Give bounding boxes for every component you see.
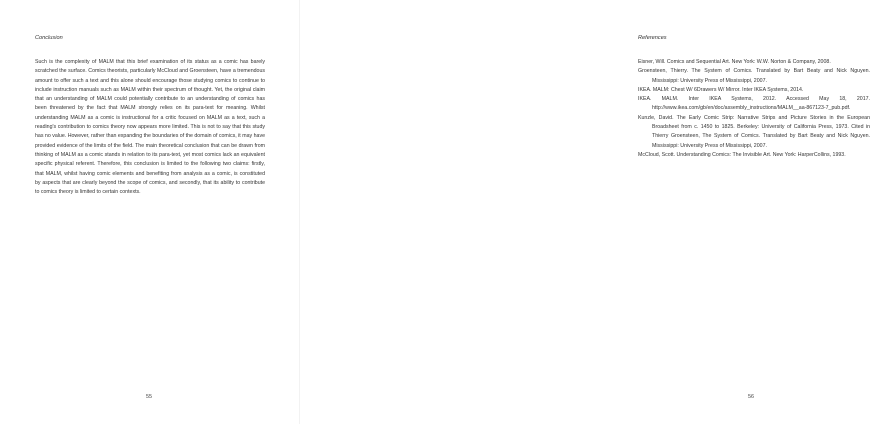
- reference-item: IKEA. MALM. Inter IKEA Systems, 2012. Accessed May 18, 2017. http://www.ikea.com/gb/en/doc/assembly_instructions/MALM__aa-867123-7_pub.pdf.: [638, 96, 870, 112]
- references-heading: References: [638, 35, 667, 41]
- references-list: [638, 58, 870, 160]
- conclusion-body: [35, 58, 265, 197]
- conclusion-paragraph: Such is the complexity of MALM that this brief examination of its status as a comic has barely scratched the surface. Comics theorists, particularly McCloud and Groensteen, have a tremendous amount to offer such a text and this alone should encourage those studying comics to continue to include instruction manuals such as MALM within their spectrum of thought. Yet, the original claim that an understanding of MALM could potentially contribute to an understanding of comics has been threatened by the fact that MALM strongly relies on its para-text for meaning. Whilst understanding MALM as a comic is instructional for a critic focused on MALM as a text, such a reading's contribution to comics theory now appears more limited. This is not to say that this study has no value. However, rather than expanding the boundaries of the domain of comics, it may have provided evidence of the limits of the field. The main theoretical conclusion that can be drawn from thinking of MALM as a comic stands in relation to its para-text, yet most comics lack an equivalent specific physical referent. Therefore, this conclusion is limited to the following two claims: firstly, that MALM, whilst having comic elements and benefiting from analysis as a comic, is constituted by aspects that are clearly beyond the scope of comics, and secondly, that its ability to contribute to comics theory is limited to certain contexts.: [35, 59, 265, 196]
- page-number-left: 55: [146, 394, 152, 400]
- reference-item: Eisner, Will. Comics and Sequential Art. New York: W.W. Norton & Company, 2008.: [638, 59, 831, 65]
- reference-item: IKEA. MALM: Chest W/ 6Drawers W/ Mirror. Inter IKEA Systems, 2014.: [638, 86, 804, 93]
- right-page: [300, 0, 870, 424]
- reference-item: McCloud, Scott. Understanding Comics: The Invisible Art. New York: HarperCollins, 1993.: [638, 151, 846, 158]
- reference-item: Groensteen, Thierry. The System of Comics. Translated by Bart Beaty and Nick Nguyen. Mississippi: University Press of Mississippi, 2007.: [638, 68, 870, 84]
- left-page: [0, 0, 300, 424]
- reference-item: Kunzle, David. The Early Comic Strip: Narrative Strips and Picture Stories in the European Broadsheet from c. 1450 to 1825. Berkeley: University of California Press, 1973. Cited in Thierry Groensteen, The System of Comics. Translated by Bart Beaty and Nick Nguyen. Mississippi: University Press of Mississippi, 2007.: [638, 114, 870, 149]
- conclusion-heading: Conclusion: [35, 35, 63, 41]
- page-number-right: 56: [748, 394, 754, 400]
